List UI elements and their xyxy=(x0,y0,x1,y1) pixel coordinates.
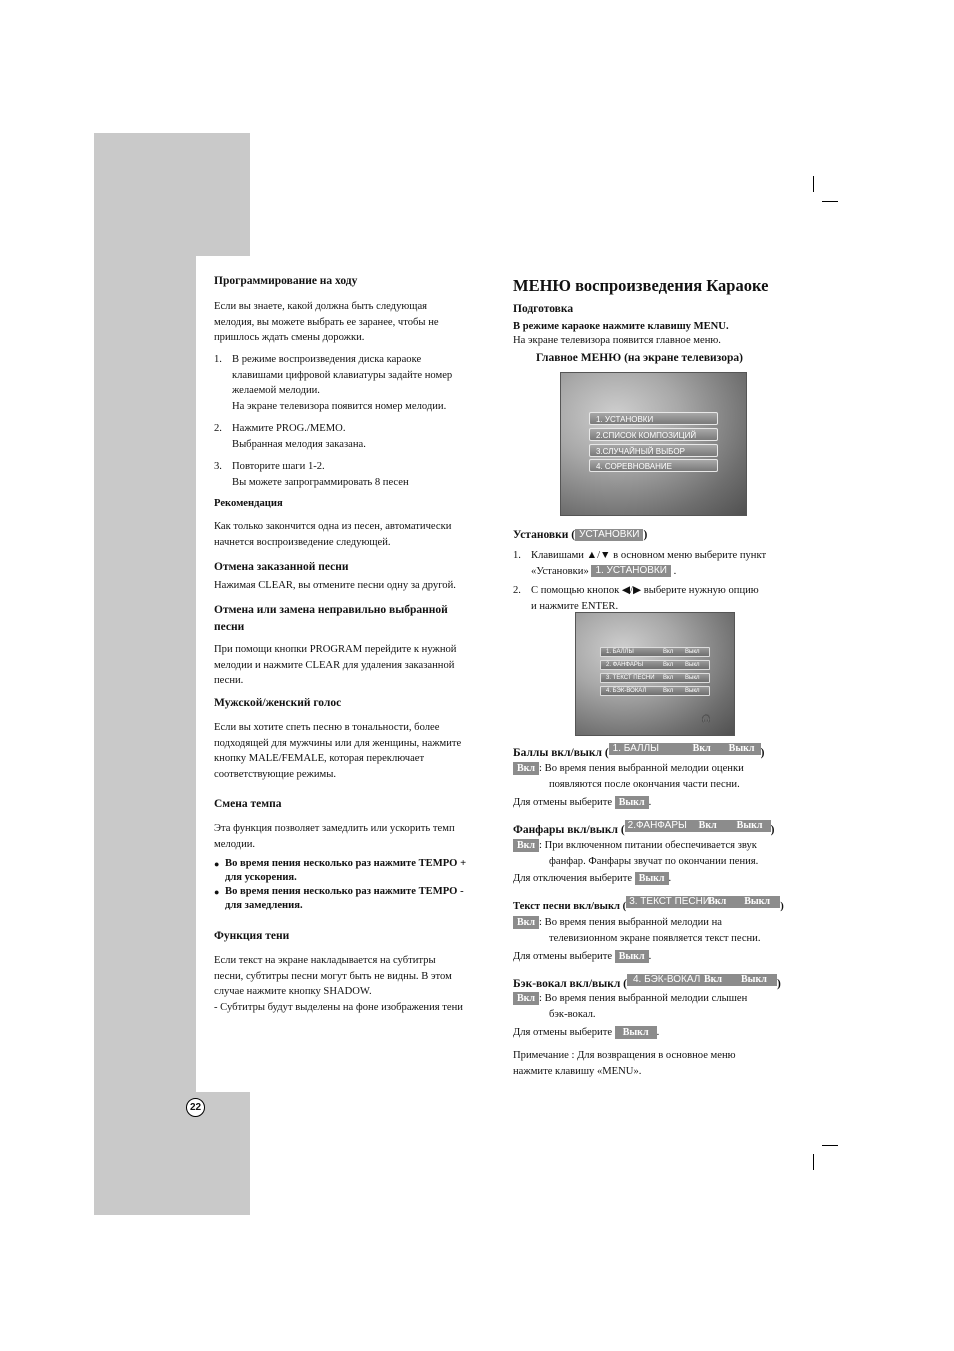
note: Примечание : Для возвращения в основное меню нажмите клавишу «MENU». xyxy=(513,1050,736,1077)
off-button-label: Выкл xyxy=(615,1026,657,1039)
option-desc: Вкл : Во время пения выбранной мелодии оценки появляются после окончания части песни. xyxy=(513,761,744,792)
option-bar: 3. ТЕКСТ ПЕСНИ Вкл Выкл xyxy=(626,896,780,908)
option-desc: Вкл : Во время пения выбранной мелодии слышен бэк-вокал. xyxy=(513,991,747,1022)
option-cancel: Для отмены выберите Выкл . xyxy=(513,1027,660,1038)
instruction-bold: В режиме караоке нажмите клавишу MENU. xyxy=(513,321,729,332)
crop-mark xyxy=(822,1145,838,1146)
off-button-label: Выкл xyxy=(615,950,649,963)
tv-menu-item: 4. БЭК-ВОКАЛ Вкл Выкл xyxy=(600,686,710,696)
section-title: Подготовка xyxy=(513,303,574,315)
paragraph: Как только закончится одна из песен, автоматически начнется воспроизведение следующей. xyxy=(214,521,452,548)
off-button-label: Выкл xyxy=(615,796,649,809)
tv-menu-item: 2. ФАНФАРЫ Вкл Выкл xyxy=(600,660,710,670)
option-title: Текст песни вкл/выкл ( 3. ТЕКСТ ПЕСНИ Вкл Выкл ) xyxy=(513,896,784,912)
tv-menu-item: 1. УСТАНОВКИ xyxy=(589,412,718,425)
option-cancel: Для отмены выберите Выкл . xyxy=(513,797,652,808)
on-button-label: Вкл xyxy=(513,992,539,1005)
paragraph: Если текст на экране накладывается на субтитры песни, субтитры песни могут быть не видны. В этом случае нажмите кнопку SHADOW. - Субтитры будут выделены на фоне изображения тени xyxy=(214,955,463,1013)
tv-menu-item: 1. БАЛЛЫ Вкл Выкл xyxy=(600,647,710,657)
paragraph: При помощи кнопки PROGRAM перейдите к нужной мелодии и нажмите CLEAR для удаления заказанной песни. xyxy=(214,644,457,686)
option-cancel: Для отключения выберите Выкл . xyxy=(513,873,672,884)
crop-mark xyxy=(822,201,838,202)
option-bar: 2.ФАНФАРЫ Вкл Выкл xyxy=(625,820,771,832)
paragraph: Нажимая CLEAR, вы отмените песни одну за другой. xyxy=(214,580,456,591)
option-desc: Вкл : При включенном питании обеспечивается звук фанфар. Фанфары звучат по окончании пения. xyxy=(513,838,758,869)
page-number: 22 xyxy=(186,1098,205,1117)
on-button-label: Вкл xyxy=(513,839,539,852)
option-title: Фанфары вкл/выкл ( 2.ФАНФАРЫ Вкл Выкл ) xyxy=(513,820,775,836)
paragraph: Если вы знаете, какой должна быть следующая мелодия, вы можете выбрать ее заранее, чтобы не пришлось ждать смены дорожки. xyxy=(214,301,439,343)
on-button-label: Вкл xyxy=(513,916,539,929)
section-title: Установки ( УСТАНОВКИ ) xyxy=(513,529,648,541)
page-margin-band-top xyxy=(94,133,250,256)
crop-mark xyxy=(813,1154,814,1170)
headphone-icon: 🎧 xyxy=(701,714,711,723)
tv-menu-item: 4. СОРЕВНОВАНИЕ xyxy=(589,459,718,472)
tv-menu-item: 3.СЛУЧАЙНЫЙ ВЫБОР xyxy=(589,444,718,457)
page-margin-band-bottom xyxy=(94,1092,250,1215)
section-title: Рекомендация xyxy=(214,498,283,509)
option-title: Бэк-вокал вкл/выкл ( 4. БЭК-ВОКАЛ Вкл Выкл ) xyxy=(513,974,781,990)
paragraph: На экране телевизора появится главное меню. xyxy=(513,335,721,346)
page-title: МЕНЮ воспроизведения Караоке xyxy=(513,276,769,295)
paragraph: Эта функция позволяет замедлить или ускорить темп мелодии. xyxy=(214,823,455,850)
crop-mark xyxy=(813,176,814,192)
paragraph: Если вы хотите спеть песню в тональности, более подходящей для мужчины или для женщины, нажмите кнопку MALE/FEMALE, которая переключает соответствующие режимы. xyxy=(214,722,462,780)
tv-main-menu-screen xyxy=(560,372,747,516)
page-margin-band-side xyxy=(94,256,196,1215)
section-title: Мужской/женский голос xyxy=(214,697,342,709)
off-button-label: Выкл xyxy=(635,872,669,885)
setup-chip: 1. УСТАНОВКИ xyxy=(591,565,671,577)
option-cancel: Для отмены выберите Выкл . xyxy=(513,951,652,962)
option-title: Баллы вкл/выкл ( 1. БАЛЛЫ Вкл Выкл ) xyxy=(513,743,765,759)
option-desc: Вкл : Во время пения выбранной мелодии на телевизионном экране появляется текст песни. xyxy=(513,915,761,946)
section-title: Смена темпа xyxy=(214,798,282,810)
option-bar: 1. БАЛЛЫ Вкл Выкл xyxy=(609,743,761,755)
section-title: Отмена заказанной песни xyxy=(214,561,349,573)
tv-setup-menu-screen xyxy=(575,612,735,736)
setup-chip: УСТАНОВКИ xyxy=(575,529,643,541)
tv-menu-item: 2.СПИСОК КОМПОЗИЦИЙ xyxy=(589,428,718,441)
section-title: Отмена или замена неправильно выбранной песни xyxy=(214,604,448,633)
option-bar: 4. БЭК-ВОКАЛ Вкл Выкл xyxy=(627,974,777,986)
section-title: Функция тени xyxy=(214,930,290,942)
on-button-label: Вкл xyxy=(513,762,539,775)
tv-menu-item: 3. ТЕКСТ ПЕСНИ Вкл Выкл xyxy=(600,673,710,683)
section-title: Программирование на ходу xyxy=(214,275,358,287)
figure-caption: Главное МЕНЮ (на экране телевизора) xyxy=(536,352,743,364)
